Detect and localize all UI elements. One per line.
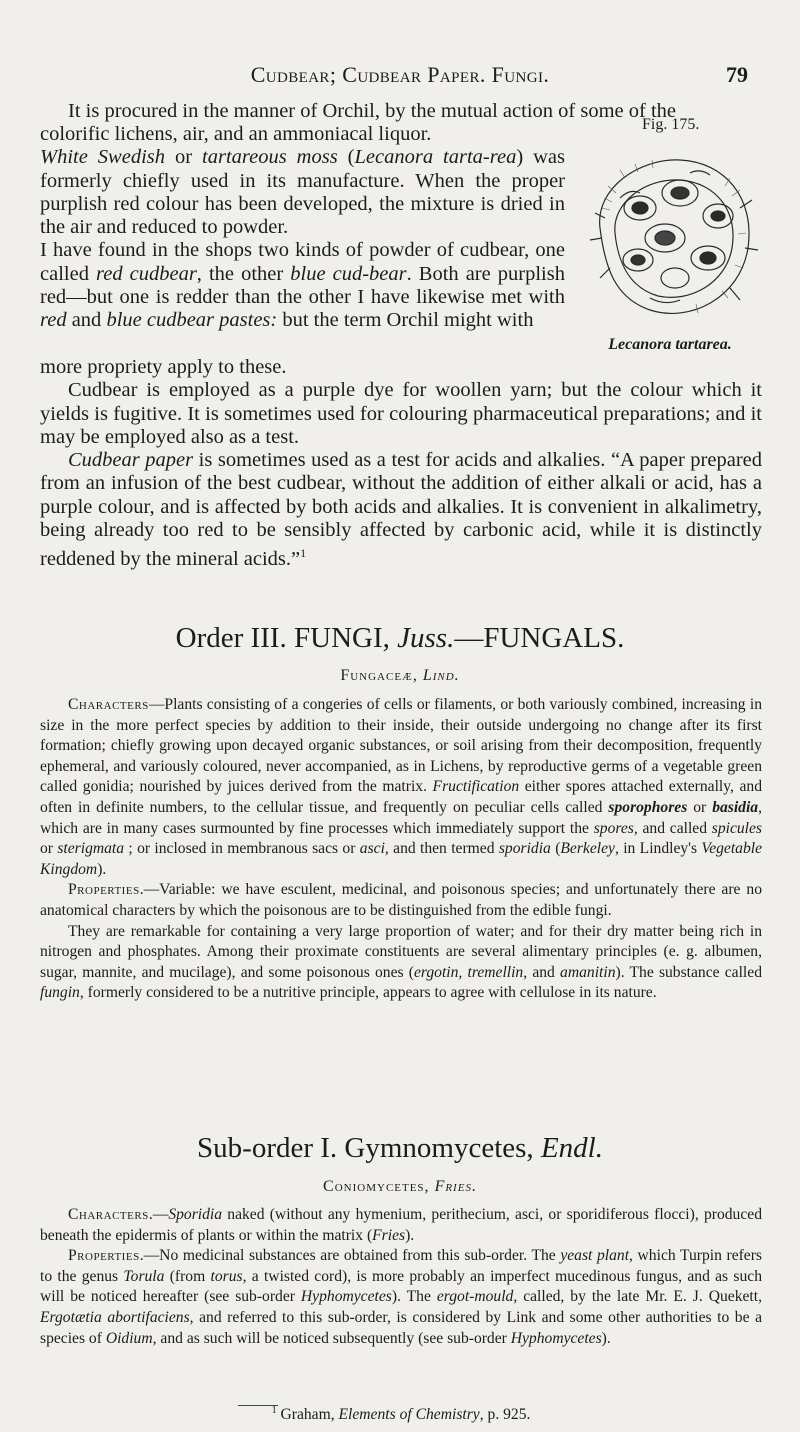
properties-paragraph: Properties.—Variable: we have esculent, medicinal, and poisonous species; and unfortunately there are no anatomical characters by which the poisonous are to be distinguished from the edible fungi. <box>40 881 762 919</box>
intro-wrapped-text <box>40 123 565 333</box>
suborder-description <box>40 1205 762 1349</box>
figure-caption: Lecanora tartarea. <box>608 336 732 353</box>
header-title: Cudbear; Cudbear Paper. Fungi. <box>250 62 550 87</box>
paragraph-two-kinds: I have found in the shops two kinds of powder of cudbear, one called red cudbear, the other blue cud-bear. Both are purplish red—but one is redder than the other I have likewise met with red and blue cudbear pastes: but the term Orchil might with <box>40 239 565 332</box>
sub-characters-paragraph: Characters.—Sporidia naked (without any hymenium, perithecium, asci, or sporidiferous flocci), produced beneath the epidermis of plants or within the matrix (Fries). <box>40 1206 762 1244</box>
order-subheading: Fungaceæ, Lind. <box>340 667 460 684</box>
sub-properties-paragraph: Properties.—No medicinal substances are obtained from this sub-order. The yeast plant, which Turpin refers to the genus Torula (from torus, a twisted cord), is more probably an imperfect mucedinous fungus, and as such will be noticed hereafter (see sub-order Hyphomycetes). The ergot-mould, called, by the late Mr. E. J. Quekett, Ergotætia abortifaciens, and referred to this sub-order, is considered by Link and some other authorities to be a species of Oidium, and as such will be noticed subsequently (see sub-order Hyphomycetes). <box>40 1247 762 1347</box>
order-description <box>40 695 762 1004</box>
paragraph-propriety: more propriety apply to these. <box>40 356 287 378</box>
paragraph-white-swedish: White Swedish or tartareous moss (Lecanora tarta-rea) was formerly chiefly used in its manufacture. When the proper purplish red colour has been developed, the mixture is dried in the air and reduced to powder. <box>40 146 566 239</box>
figure-label: Fig. 175. <box>642 116 700 133</box>
figure-175 <box>570 116 770 356</box>
page-number: 79 <box>726 62 748 87</box>
suborder-subheading: Coniomycetes, Fries. <box>323 1178 477 1195</box>
suborder-heading: Sub-order I. Gymnomycetes, Endl. <box>197 1132 603 1164</box>
running-header <box>0 62 800 92</box>
order-heading: Order III. FUNGI, Juss.—FUNGALS. <box>175 622 625 654</box>
intro-line-1: It is procured in the manner of Orchil, by the mutual action of some of the <box>68 100 676 122</box>
intro-line-2: colorific lichens, air, and an ammoniacal liquor. <box>40 123 432 145</box>
properties-paragraph-2: They are remarkable for containing a very large proportion of water; and for their dry matter being rich in nitrogen and phosphates. Among their proximate constituents are several alimentary principles (e. g. albumen, sugar, mannite, and mucilage), and some poisonous ones (ergotin, tremellin, and amanitin). The substance called fungin, formerly considered to be a nutritive principle, appears to agree with cellulose in its nature. <box>40 922 762 1002</box>
lichen-illustration-icon <box>580 138 760 328</box>
paragraph-woollen-dye: Cudbear is employed as a purple dye for woollen yarn; but the colour which it yields is fugitive. It is sometimes used for colouring pharmaceutical preparations; and it may be employed also as a test. <box>40 379 762 448</box>
paragraph-cudbear-paper: Cudbear paper is sometimes used as a test for acids and alkalies. “A paper prepared from an infusion of the best cudbear, without the addition of either alkali or acid, has a purple colour, and is affected by both acids and alkalies. It is convenient in alkalimetry, being already too red to be sensibly affected by carbonic acid, while it is distinctly reddened by the mineral acids.”$^1$ <box>40 449 763 571</box>
main-text <box>40 356 762 572</box>
footnote: $^1$ Graham, Elements of Chemistry, p. 925. <box>271 1405 531 1424</box>
characters-paragraph: Characters—Plants consisting of a congeries of cells or filaments, or both variously combined, increasing in size in the more perfect species by addition to their inside, their outside undergoing no change after its first formation; chiefly growing upon decayed organic substances, or soil arising from their decomposition, frequently ephemeral, and variously coloured, never accompanied, as in Lichens, by reproductive germs of a vegetable green called gonidia; nourished by juices derived from the matrix. Fructification either spores attached externally, and often in definite numbers, to the cellular tissue, and frequently on peculiar cells called sporophores or basidia, which are in many cases surmounted by fine processes which immediately support the spores, and called spicules or sterigmata ; or inclosed in membranous sacs or asci, and then termed sporidia (Berkeley, in Lindley's Vegetable Kingdom). <box>40 696 763 878</box>
